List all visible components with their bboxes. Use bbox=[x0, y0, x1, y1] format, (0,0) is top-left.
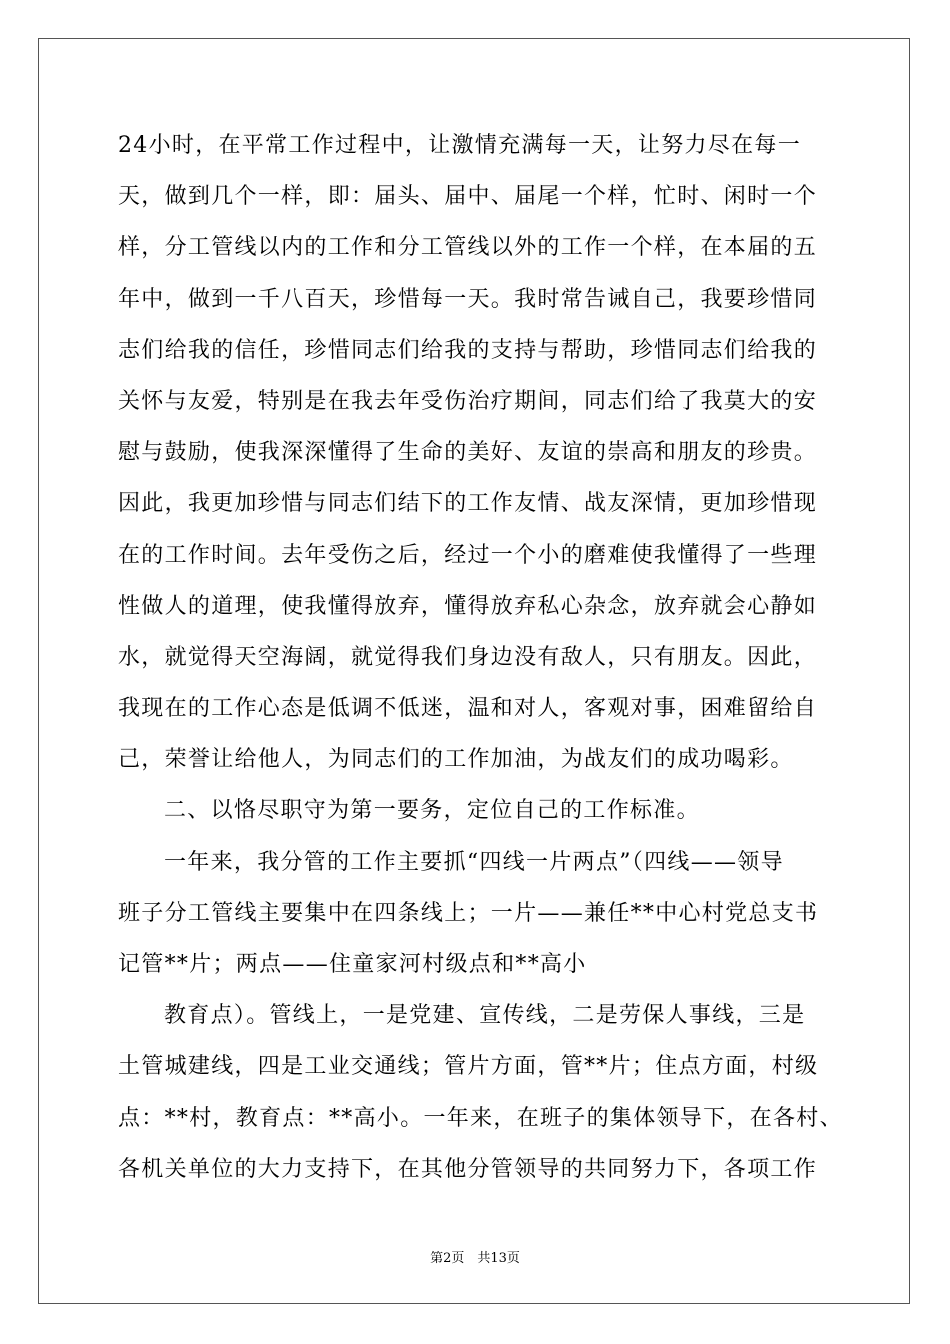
text-line: 一年来，我分管的工作主要抓“四线一片两点”（四线——领导 bbox=[164, 849, 784, 875]
text-line: 24小时，在平常工作过程中，让激情充满每一天，让努力尽在每一 bbox=[118, 133, 801, 158]
text-line: 记管**片；两点——住童家河村级点和**高小 bbox=[118, 952, 587, 977]
text-line: 教育点）。管线上，一是党建、宣传线，二是劳保人事线，三是 bbox=[164, 1003, 806, 1029]
text-line: 天，做到几个一样，即：届头、届中、届尾一个样，忙时、闲时一个 bbox=[118, 184, 818, 210]
text-line: 在的工作时间。去年受伤之后，经过一个小的磨难使我懂得了一些理 bbox=[118, 542, 818, 568]
text-line: 性做人的道理，使我懂得放弃，懂得放弃私心杂念，放弃就会心静如 bbox=[118, 593, 818, 619]
text-line: 我现在的工作心态是低调不低迷，温和对人，客观对事，困难留给自 bbox=[118, 696, 818, 722]
text-line: 水，就觉得天空海阔，就觉得我们身边没有敌人，只有朋友。因此， bbox=[118, 644, 818, 670]
section-heading: 二、以恪尽职守为第一要务，定位自己的工作标准。 bbox=[164, 798, 700, 824]
text-line: 关怀与友爱，特别是在我去年受伤治疗期间，同志们给了我莫大的安 bbox=[118, 388, 818, 414]
text-line: 因此，我更加珍惜与同志们结下的工作友情、战友深情，更加珍惜现 bbox=[118, 491, 818, 517]
text-line: 班子分工管线主要集中在四条线上；一片——兼任**中心村党总支书 bbox=[118, 900, 819, 926]
page-number-footer: 第2页 共13页 bbox=[430, 1251, 520, 1266]
text-line: 点：**村，教育点：**高小。一年来，在班子的集体领导下，在各村、 bbox=[118, 1105, 843, 1131]
text-line: 己，荣誉让给他人，为同志们的工作加油，为战友们的成功喝彩。 bbox=[118, 747, 794, 773]
text-line: 样，分工管线以内的工作和分工管线以外的工作一个样，在本届的五 bbox=[118, 235, 818, 261]
document-body bbox=[118, 128, 843, 1203]
text-line: 各机关单位的大力支持下，在其他分管领导的共同努力下，各项工作 bbox=[118, 1156, 818, 1182]
text-line: 志们给我的信任，珍惜同志们给我的支持与帮助，珍惜同志们给我的 bbox=[118, 337, 818, 363]
text-line: 土管城建线，四是工业交通线；管片方面，管**片；住点方面，村级 bbox=[118, 1054, 819, 1080]
text-line: 慰与鼓励，使我深深懂得了生命的美好、友谊的崇高和朋友的珍贵。 bbox=[118, 440, 818, 466]
text-line: 年中，做到一千八百天，珍惜每一天。我时常告诫自己，我要珍惜同 bbox=[118, 286, 818, 312]
